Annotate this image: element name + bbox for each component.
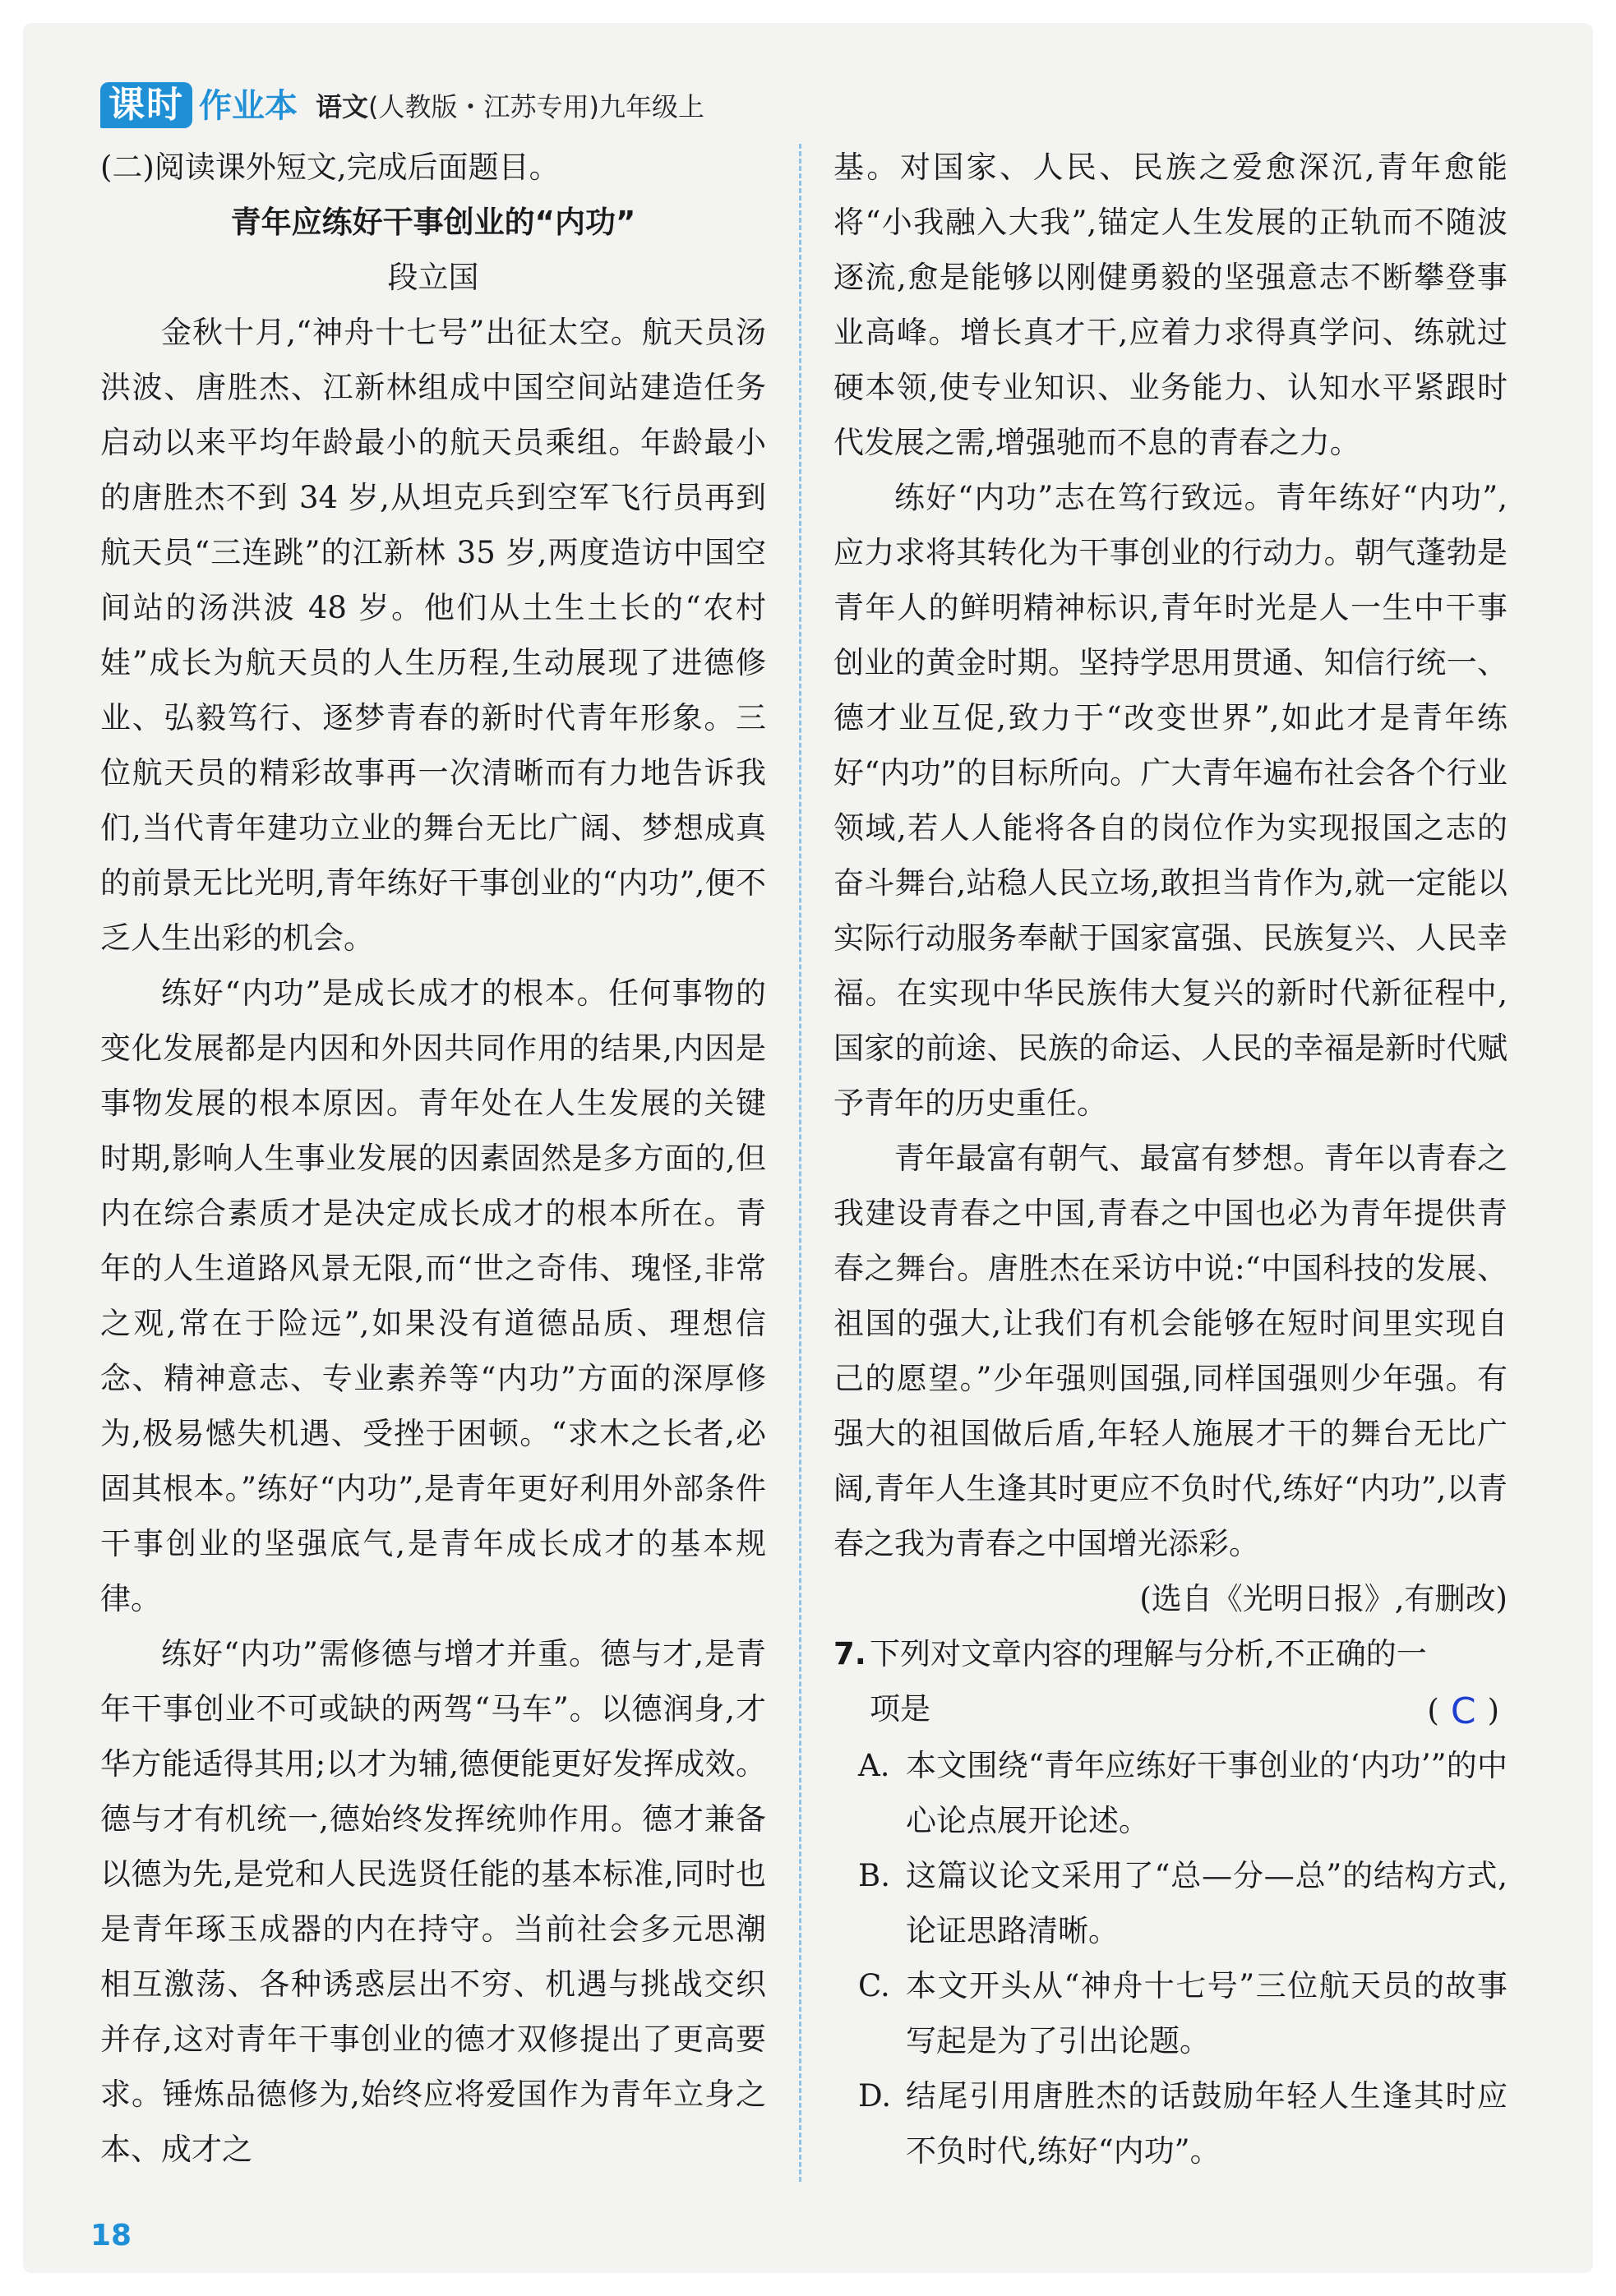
paragraph: 金秋十月,“神舟十七号”出征太空。航天员汤洪波、唐胜杰、江新林组成中国空间站建造任务启动以来平均年龄最小的航天员乘组。年龄最小的唐胜杰不到 34 岁,从坦克兵到空军飞行员再到航天员“三连跳”的江新林 35 岁,两度造访中国空间站的汤洪波 48 岁。他们从土生土长的“农村娃”成长为航天员的人生历程,生动展现了进德修业、弘毅笃行、逐梦青春的新时代青年形象。三位航天员的精彩故事再一次清晰而有力地告诉我们,当代青年建功立业的舞台无比广阔、梦想成真的前景无比光明,青年练好干事创业的“内功”,便不乏人生出彩的机会。 bbox=[100, 315, 766, 956]
question-body bbox=[870, 1626, 1507, 1738]
paragraph: 练好“内功”需修德与增才并重。德与才,是青年干事创业不可或缺的两驾“马车”。以德润身,才华方能适得其用;以才为辅,德便能更好发挥成效。德与才有机统一,德始终发挥统帅作用。德才兼备以德为先,是党和人民选贤任能的基本标准,同时也是青年琢玉成器的内在持守。当前社会多元思潮相互激荡、各种诱惑层出不穷、机遇与挑战交织并存,这对青年干事创业的德才双修提出了更高要求。锤炼品德修为,始终应将爱国作为青年立身之本、成才之 bbox=[100, 1636, 766, 2167]
article-source: (选自《光明日报》,有删改) bbox=[1139, 1581, 1507, 1616]
paragraph: 练好“内功”志在笃行致远。青年练好“内功”,应力求将其转化为干事创业的行动力。朝气蓬勃是青年人的鲜明精神标识,青年时光是人一生中干事创业的黄金时期。坚持学思用贯通、知信行统一、德才业互促,致力于“改变世界”,如此才是青年练好“内功”的目标所向。广大青年遍布社会各个行业领域,若人人能将各自的岗位作为实现报国之志的奋斗舞台,站稳人民立场,敢担当肯作为,就一定能以实际行动服务奉献于国家富强、民族复兴、人民幸福。在实现中华民族伟大复兴的新时代新征程中,国家的前途、民族的命运、人民的幸福是新时代赋予青年的历史重任。 bbox=[833, 480, 1507, 1121]
option-letter: C. bbox=[858, 1968, 890, 2003]
article-author: 段立国 bbox=[387, 260, 479, 295]
bracket-open: ( bbox=[1427, 1693, 1439, 1728]
logo-subtitle: 作业本 bbox=[199, 87, 298, 125]
book-title bbox=[316, 85, 704, 128]
option-text: 这篇议论文采用了“总—分—总”的结构方式,论证思路清晰。 bbox=[906, 1858, 1507, 1948]
section-heading: (二)阅读课外短文,完成后面题目。 bbox=[100, 150, 560, 185]
article-title: 青年应练好干事创业的“内功” bbox=[230, 205, 636, 240]
question-stem: 下列对文章内容的理解与分析,不正确的一 bbox=[870, 1636, 1427, 1671]
answer-bracket bbox=[1427, 1681, 1499, 1738]
option-text: 结尾引用唐胜杰的话鼓励年轻人生逢其时应不负时代,练好“内功”。 bbox=[906, 2078, 1507, 2169]
option-letter: B. bbox=[858, 1858, 890, 1893]
option-letter: A. bbox=[858, 1748, 890, 1783]
logo-badge: 课时 bbox=[100, 82, 192, 128]
question-7 bbox=[833, 1626, 1507, 1738]
page-number: 18 bbox=[90, 2219, 132, 2252]
paragraph: 青年最富有朝气、最富有梦想。青年以青春之我建设青春之中国,青春之中国也必为青年提供青春之舞台。唐胜杰在采访中说:“中国科技的发展、祖国的强大,让我们有机会能够在短时间里实现自己的愿望。”少年强则国强,同样国强则少年强。有强大的祖国做后盾,年轻人施展才干的舞台无比广阔,青年人生逢其时更应不负时代,练好“内功”,以青春之我为青春之中国增光添彩。 bbox=[833, 1141, 1507, 1561]
option-d bbox=[833, 2068, 1507, 2178]
paragraph: 练好“内功”是成长成才的根本。任何事物的变化发展都是内因和外因共同作用的结果,内因是事物发展的根本原因。青年处在人生发展的关键时期,影响人生事业发展的因素固然是多方面的,但内在综合素质才是决定成长成才的根本所在。青年的人生道路风景无限,而“世之奇伟、瑰怪,非常之观,常在于险远”,如果没有道德品质、理想信念、精神意志、专业素养等“内功”方面的深厚修为,极易憾失机遇、受挫于困顿。“求木之长者,必固其根本。”练好“内功”,是青年更好利用外部条件干事创业的坚强底气,是青年成长成才的基本规律。 bbox=[100, 975, 766, 1616]
column-divider bbox=[799, 144, 801, 2182]
question-stem-line bbox=[870, 1681, 1507, 1738]
left-column bbox=[100, 140, 766, 2177]
brand-logo bbox=[100, 82, 298, 128]
option-letter: D. bbox=[858, 2078, 892, 2114]
answer-mark: C bbox=[1450, 1690, 1476, 1732]
option-text: 本文围绕“青年应练好干事创业的‘内功’”的中心论点展开论述。 bbox=[906, 1748, 1507, 1838]
paragraph-continued: 基。对国家、人民、民族之爱愈深沉,青年愈能将“小我融入大我”,锚定人生发展的正轨而不随波逐流,愈是能够以刚健勇毅的坚强意志不断攀登事业高峰。增长真才干,应着力求得真学问、练就过硬本领,使专业知识、业务能力、认知水平紧跟时代发展之需,增强驰而不息的青春之力。 bbox=[833, 150, 1507, 460]
option-a bbox=[833, 1738, 1507, 1848]
subject-label: 语文 bbox=[316, 91, 369, 122]
option-b bbox=[833, 1848, 1507, 1958]
right-column bbox=[833, 140, 1507, 2178]
edition-label: (人教版・江苏专用)九年级上 bbox=[368, 91, 704, 122]
page-header bbox=[100, 76, 704, 128]
bracket-close: ) bbox=[1487, 1693, 1499, 1728]
option-c bbox=[833, 1958, 1507, 2068]
question-number: 7. bbox=[833, 1636, 866, 1671]
question-stem-end: 项是 bbox=[870, 1691, 930, 1727]
option-text: 本文开头从“神舟十七号”三位航天员的故事写起是为了引出论题。 bbox=[906, 1968, 1507, 2059]
